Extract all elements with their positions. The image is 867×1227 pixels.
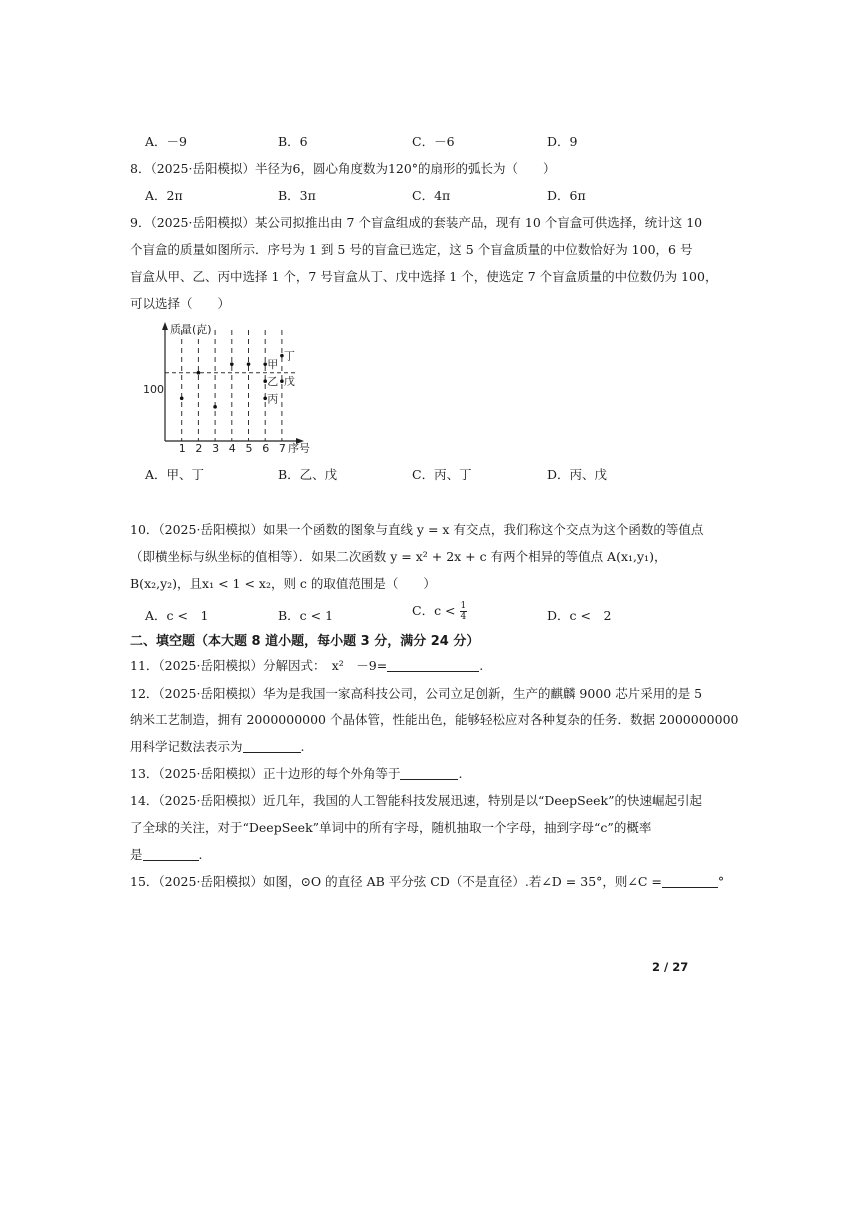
point-label-戊: 戊 [283, 375, 295, 389]
q12-line-3-text: 用科学记数法表示为 [130, 739, 243, 754]
period: . [458, 766, 463, 781]
q8-option-c: C．4π [412, 188, 451, 203]
q10-option-b: B．c < 1 [278, 608, 334, 623]
q14-line-3 [130, 845, 203, 865]
q8-option-d: D．6π [547, 188, 586, 203]
data-point-box-4 [230, 362, 234, 366]
period: . [300, 739, 305, 754]
answer-blank [387, 657, 479, 672]
q12-line-1: 12．（2025·岳阳模拟）华为是我国一家高科技公司，公司立足创新，生产的麒麟 9000 芯片采用的是 5 [130, 686, 703, 701]
q10-line-1: 10．（2025·岳阳模拟）如果一个函数的图象与直线 y = x 有交点，我们称这个交点为这个函数的等值点 [130, 522, 704, 537]
q14-line-3-text: 是 [130, 847, 143, 862]
fraction-denominator: 4 [460, 612, 467, 622]
q10-option-c [412, 601, 467, 622]
q13 [130, 764, 462, 784]
q10-option-d: D．c < 2 [547, 608, 612, 623]
q14-line-2: 了全球的关注，对于“DeepSeek”单词中的所有字母，随机抽取一个字母，抽到字母“c”的概率 [130, 820, 652, 835]
x-tick-1: 1 [178, 442, 186, 453]
q7-option-d: D．9 [547, 134, 578, 149]
mass-scatter-chart [140, 318, 310, 453]
q10-line-2: （即横坐标与纵坐标的值相等）．如果二次函数 y = x² + 2x + c 有两个相异的等值点 A(x₁,y₁)， [130, 549, 667, 564]
point-label-丁: 丁 [283, 349, 295, 363]
q9-option-c: C．丙、丁 [412, 467, 472, 482]
q11-text: 11．（2025·岳阳模拟）分解因式： x² －9= [130, 658, 388, 673]
q7-option-b: B．6 [278, 134, 308, 149]
q15-text: 15．（2025·岳阳模拟）如图，⊙O 的直径 AB 平分弦 CD（不是直径）.若∠D = 35°，则∠C = [130, 874, 662, 889]
x-tick-5: 5 [245, 442, 253, 453]
x-tick-3: 3 [212, 442, 220, 453]
y-tick-100: 100 [143, 383, 164, 396]
data-point-box-3 [213, 405, 217, 409]
page-number: 2 / 27 [652, 960, 689, 974]
q9-line-1: 9．（2025·岳阳模拟）某公司拟推出由 7 个盲盒组成的套装产品，现有 10 个盲盒可供选择，统计这 10 [130, 215, 703, 230]
q8-option-b: B．3π [278, 188, 316, 203]
data-point-box-1 [180, 397, 184, 401]
q9-option-b: B．乙、戊 [278, 467, 338, 482]
x-tick-2: 2 [195, 442, 203, 453]
q14-line-1: 14．（2025·岳阳模拟）近几年，我国的人工智能科技发展迅速，特别是以“DeepSeek”的快速崛起引起 [130, 793, 702, 808]
section-heading-fill-in: 二、填空题（本大题 8 道小题，每小题 3 分，满分 24 分） [130, 634, 480, 649]
x-tick-4: 4 [228, 442, 236, 453]
q10-option-c-prefix: C．c < [412, 603, 456, 618]
q13-text: 13．（2025·岳阳模拟）正十边形的每个外角等于 [130, 766, 401, 781]
period: . [198, 847, 203, 862]
answer-blank [143, 846, 199, 861]
q8-option-a: A．2π [145, 188, 183, 203]
q9-line-3: 盲盒从甲、乙、丙中选择 1 个，7 号盲盒从丁、戊中选择 1 个，使选定 7 个盲盒质量的中位数仍为 100， [130, 269, 718, 284]
q9-option-a: A．甲、丁 [145, 467, 205, 482]
point-label-丙: 丙 [267, 392, 279, 406]
q9-option-d: D．丙、戊 [547, 467, 608, 482]
q10-line-3: B(x₂,y₂)，且x₁ < 1 < x₂，则 c 的取值范围是（ ） [130, 576, 436, 591]
q15 [130, 872, 724, 892]
answer-blank [662, 873, 718, 888]
degree-sign: ° [717, 874, 725, 889]
fraction-numerator: 1 [460, 601, 467, 611]
answer-blank [400, 765, 458, 780]
answer-blank [243, 738, 301, 753]
y-axis-label: 质量(克) [170, 323, 212, 336]
q7-option-a: A．－9 [145, 134, 187, 149]
point-label-乙: 乙 [267, 375, 279, 389]
q10-option-c-fraction [460, 601, 468, 622]
x-axis-label: 序号 [288, 442, 310, 453]
q12-line-3 [130, 737, 305, 757]
x-tick-6: 6 [262, 442, 270, 453]
q12-line-2: 纳米工艺制造，拥有 2000000000 个晶体管，性能出色，能够轻松应对各种复杂的任务．数据 2000000000 [130, 712, 739, 727]
period: . [479, 658, 484, 673]
data-point-box-5 [247, 362, 251, 366]
q10-option-a: A．c < 1 [145, 608, 209, 623]
q8-stem: 8．（2025·岳阳模拟）半径为6，圆心角度数为120°的扇形的弧长为（ ） [130, 161, 556, 176]
q9-line-4: 可以选择（ ） [130, 296, 231, 311]
x-tick-7: 7 [278, 442, 286, 453]
q11 [130, 656, 483, 676]
data-point-box-2 [197, 371, 201, 375]
point-label-甲: 甲 [267, 358, 279, 372]
q9-line-2: 个盲盒的质量如图所示．序号为 1 到 5 号的盲盒已选定，这 5 个盲盒质量的中位数恰好为 100，6 号 [130, 242, 693, 257]
y-axis-arrow [162, 322, 168, 330]
q7-option-c: C．－6 [412, 134, 455, 149]
